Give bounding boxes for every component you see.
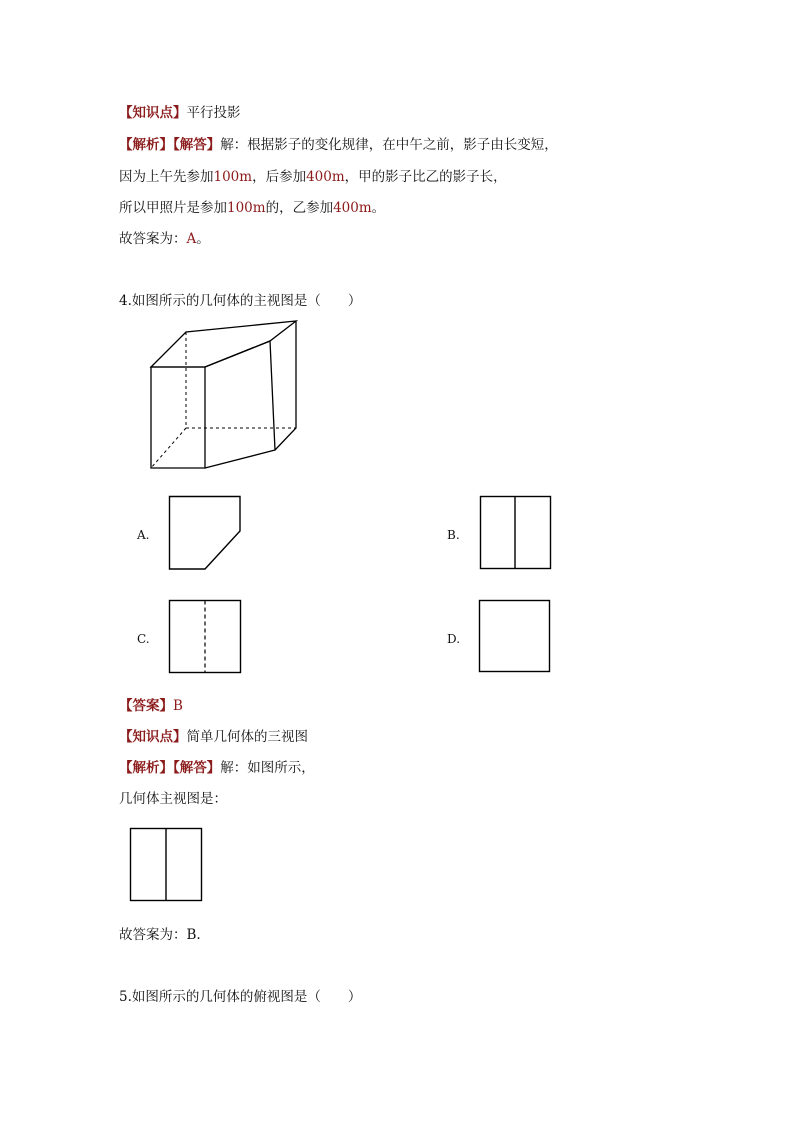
- knowledge-tag: 【知识点】: [119, 105, 187, 121]
- option-a-label[interactable]: A.: [137, 528, 150, 542]
- q4-analysis-line: [119, 759, 315, 777]
- q4-final-answer: 故答案为：B.: [119, 927, 201, 943]
- analysis-tag: 【解析】: [119, 760, 173, 776]
- answer-value: A: [186, 231, 197, 247]
- q3-knowledge-line: [119, 104, 241, 122]
- prism-side-face: [205, 341, 275, 468]
- answer-label: 故答案为：: [119, 231, 187, 247]
- text-segment: 。: [371, 200, 386, 216]
- option-c-figure[interactable]: [168, 599, 242, 675]
- q3-analysis-line: [119, 136, 558, 154]
- distance-value: 100m: [213, 169, 253, 185]
- distance-value: 400m: [333, 200, 372, 216]
- distance-value: 400m: [306, 169, 345, 185]
- text-segment: 。: [196, 231, 210, 247]
- text-segment: 的，乙参加: [265, 200, 334, 216]
- knowledge-tag: 【知识点】: [119, 729, 187, 745]
- q4-question: 4.如图所示的几何体的主视图是（ ）: [119, 293, 362, 309]
- analysis-text: 解：如图所示，: [220, 760, 315, 776]
- q3-reason-line: [119, 168, 507, 186]
- knowledge-text: 平行投影: [186, 105, 241, 121]
- option-d-figure[interactable]: [478, 599, 552, 674]
- option-a-figure[interactable]: [168, 495, 242, 571]
- q4-answer-line: [119, 697, 183, 715]
- q3-answer-line: [119, 230, 210, 248]
- text-segment: 因为上午先参加: [119, 169, 214, 185]
- analysis-tag: 【解析】: [119, 137, 173, 153]
- answer-tag: 【答案】: [119, 698, 173, 714]
- answer-value: B: [173, 698, 183, 714]
- q4-knowledge-line: [119, 728, 308, 746]
- text-segment: ，后参加: [252, 169, 307, 185]
- front-view-figure: [129, 827, 204, 903]
- option-b-label[interactable]: B.: [447, 528, 460, 542]
- prism-front-face: [151, 367, 205, 468]
- text-segment: 所以甲照片是参加: [119, 200, 227, 216]
- option-b-figure[interactable]: [479, 495, 552, 571]
- option-d-label[interactable]: D.: [447, 632, 461, 646]
- q4-view-line: 几何体主视图是：: [119, 791, 227, 807]
- prism-back-edge: [275, 321, 296, 450]
- prism-figure: [148, 318, 300, 470]
- text-segment: ，甲的影子比乙的影子长，: [344, 169, 507, 185]
- analysis-text: 解：根据影子的变化规律，在中午之前，影子由长变短，: [220, 137, 558, 153]
- option-c-label[interactable]: C.: [137, 632, 150, 646]
- distance-value: 100m: [227, 200, 266, 216]
- answer-detail-tag: 【解答】: [173, 137, 221, 153]
- hidden-edge: [151, 428, 186, 468]
- knowledge-text: 简单几何体的三视图: [186, 729, 308, 745]
- q5-question: 5.如图所示的几何体的俯视图是（ ）: [119, 989, 362, 1005]
- answer-detail-tag: 【解答】: [173, 760, 221, 776]
- q3-conclusion-line: [119, 199, 385, 217]
